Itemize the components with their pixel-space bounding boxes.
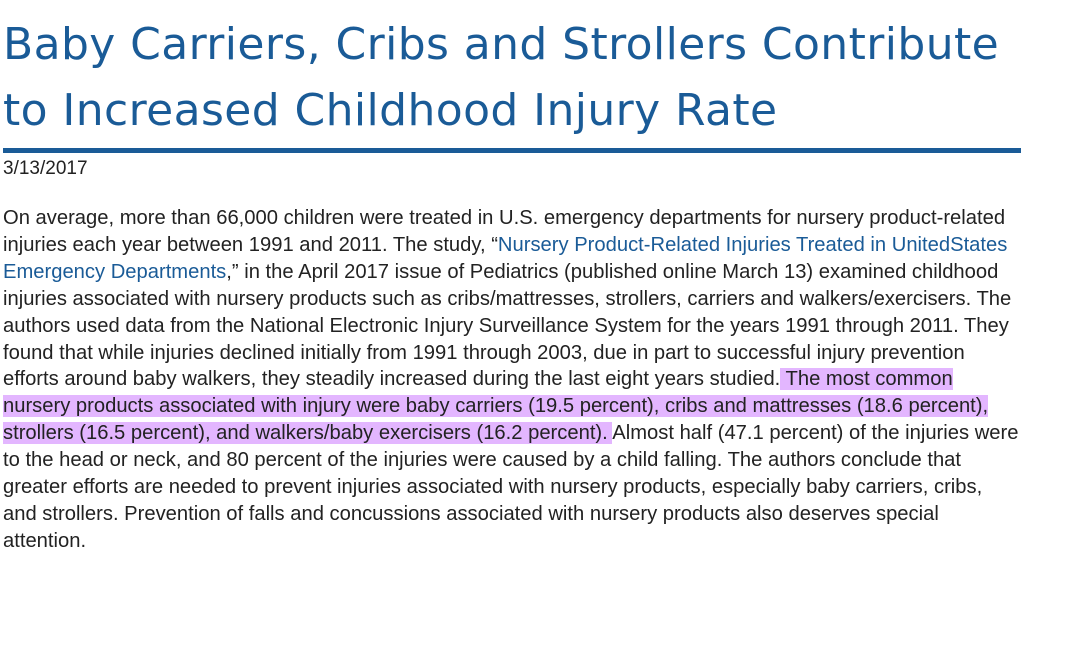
study-link[interactable]: Nursery Product-Related Injuries Treated in UnitedStates Emergency Departments xyxy=(3,233,1008,283)
article-date: 3/13/2017 xyxy=(3,158,88,179)
title-divider xyxy=(3,148,1021,153)
article xyxy=(3,0,1023,575)
article-body xyxy=(3,205,1019,555)
body-after-link: ,” in the April 2017 issue of Pediatrics (published online March 13) examined childhood injuries associated with nursery products such as cribs/mattresses, strollers, carriers and walkers/exercisers. The authors used data from the National Electronic Injury Surveillance System for the years 1991 through 2011. They found that while injuries declined initially from 1991 through 2003, due in part to successful injury prevention efforts around baby walkers, they steadily increased during the last eight years studied. xyxy=(3,260,1012,391)
article-title: Baby Carriers, Cribs and Strollers Contribute to Increased Childhood Injury Rate xyxy=(3,19,1000,136)
body-conclusion: Almost half (47.1 percent) of the injuries were to the head or neck, and 80 percent of the injuries were caused by a child falling. The authors conclude that greater efforts are needed to prevent injuries associated with nursery products, especially baby carriers, cribs, and strollers. Prevention of falls and concussions associated with nursery products also deserves special attention. xyxy=(3,422,1019,552)
highlighted-passage: The most common nursery products associated with injury were baby carriers (19.5 percent), cribs and mattresses (18.6 percent), strollers (16.5 percent), and walkers/baby exercisers (16.2 percent). xyxy=(3,368,989,445)
body-intro: On average, more than 66,000 children were treated in U.S. emergency departments for nursery product-related injuries each year between 1991 and 2011. The study, “ xyxy=(3,207,1006,256)
